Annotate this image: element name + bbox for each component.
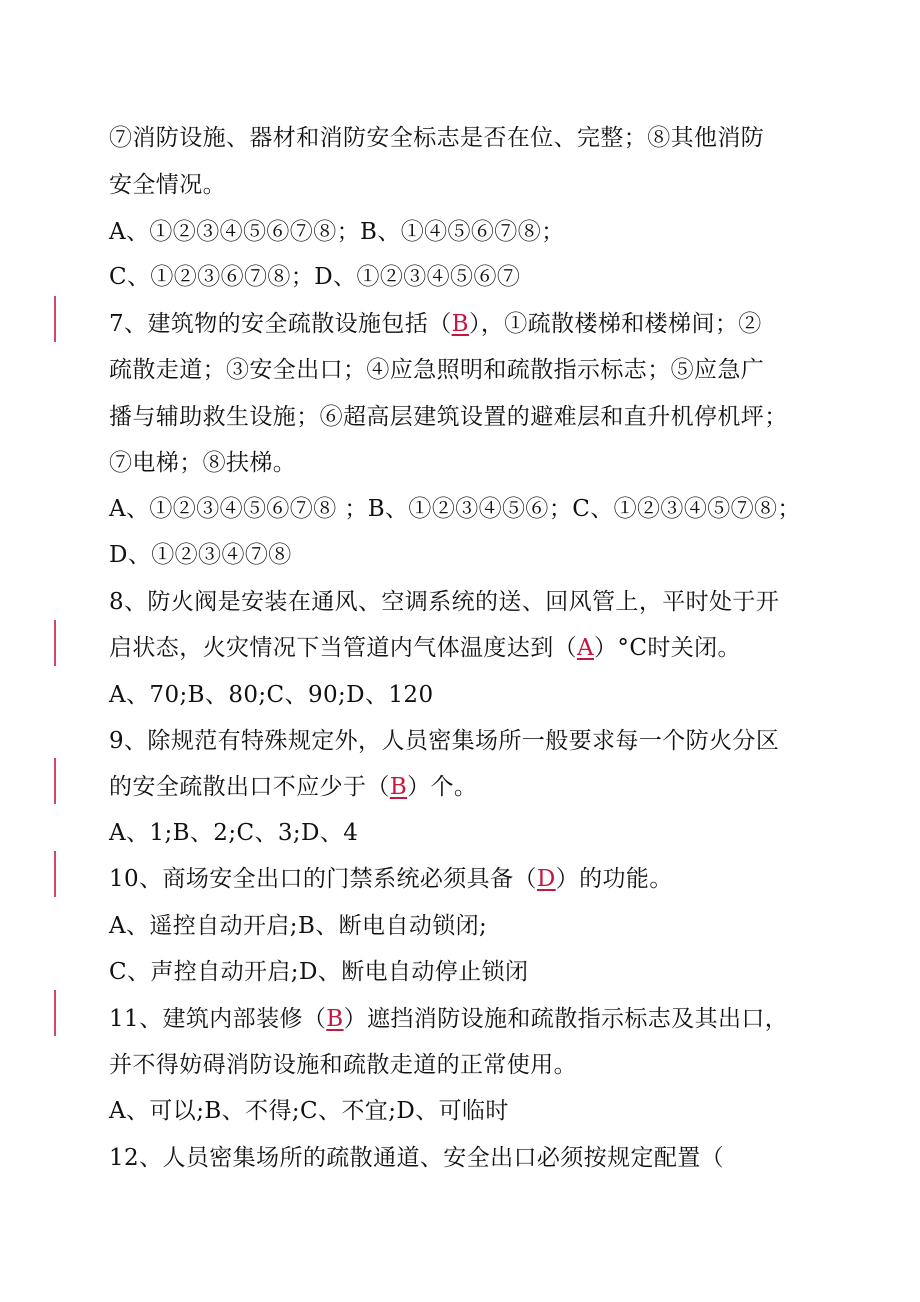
- question-text: 7、建筑物的安全疏散设施包括（: [109, 311, 452, 337]
- answer-mark: D: [536, 866, 556, 892]
- text-line: A、①②③④⑤⑥⑦⑧；B、①④⑤⑥⑦⑧；: [109, 219, 565, 245]
- answer-mark: B: [389, 774, 408, 800]
- options-line: D、①②③④⑦⑧: [109, 542, 292, 568]
- question-text: 的安全疏散出口不应少于（: [109, 774, 390, 800]
- question-10-line: [109, 864, 673, 894]
- margin-change-bar: [54, 620, 56, 666]
- question-9-line: 9、除规范有特殊规定外，人员密集场所一般要求每一个防火分区: [109, 728, 780, 754]
- text-line: [109, 633, 741, 663]
- text-line: ⑦电梯；⑧扶梯。: [109, 450, 297, 476]
- text-line: ⑦消防设施、器材和消防安全标志是否在位、完整；⑧其他消防: [109, 125, 765, 151]
- answer-mark: A: [577, 635, 595, 661]
- answer-mark: B: [451, 311, 469, 337]
- question-text: ）的功能。: [555, 866, 673, 892]
- text-line: 播与辅助救生设施；⑥超高层建筑设置的避难层和直升机停机坪；: [109, 404, 788, 430]
- text-line: 疏散走道；③安全出口；④应急照明和疏散指示标志；⑤应急广: [109, 357, 765, 383]
- answer-mark: B: [326, 1006, 344, 1032]
- question-text: 启状态，火灾情况下当管道内气体温度达到（: [109, 635, 577, 661]
- question-7-line: [109, 309, 762, 339]
- question-12-line: 12、人员密集场所的疏散通道、安全出口必须按规定配置（: [109, 1145, 725, 1171]
- question-text: ）个。: [407, 774, 478, 800]
- options-line: A、遥控自动开启;B、断电自动锁闭;: [109, 913, 488, 939]
- margin-change-bar: [54, 990, 56, 1036]
- question-text: 10、商场安全出口的门禁系统必须具备（: [109, 866, 537, 892]
- question-text: ）遮挡消防设施和疏散指示标志及其出口，: [343, 1006, 789, 1032]
- question-text: ）°C时关闭。: [594, 635, 741, 661]
- text-line: 并不得妨碍消防设施和疏散走道的正常使用。: [109, 1052, 577, 1078]
- margin-change-bar: [54, 758, 56, 804]
- margin-change-bar: [54, 296, 56, 342]
- options-line: A、70;B、80;C、90;D、120: [109, 682, 434, 708]
- margin-change-bar: [54, 851, 56, 897]
- text-line: 安全情况。: [109, 172, 226, 198]
- question-8-line: 8、防火阀是安装在通风、空调系统的送、回风管上，平时处于开: [109, 589, 780, 615]
- options-line: C、声控自动开启;D、断电自动停止锁闭: [109, 959, 529, 985]
- question-text: ），①疏散楼梯和楼梯间；②: [468, 311, 762, 337]
- options-line: A、①②③④⑤⑥⑦⑧ ；B、①②③④⑤⑥；C、①②③④⑤⑦⑧；: [109, 496, 801, 522]
- text-line: [109, 772, 477, 802]
- text-line: C、①②③⑥⑦⑧；D、①②③④⑤⑥⑦: [109, 264, 521, 290]
- options-line: A、1;B、2;C、3;D、4: [109, 820, 359, 846]
- question-text: 11、建筑内部装修（: [109, 1006, 327, 1032]
- options-line: A、可以;B、不得;C、不宜;D、可临时: [109, 1098, 509, 1124]
- question-11-line: [109, 1004, 788, 1034]
